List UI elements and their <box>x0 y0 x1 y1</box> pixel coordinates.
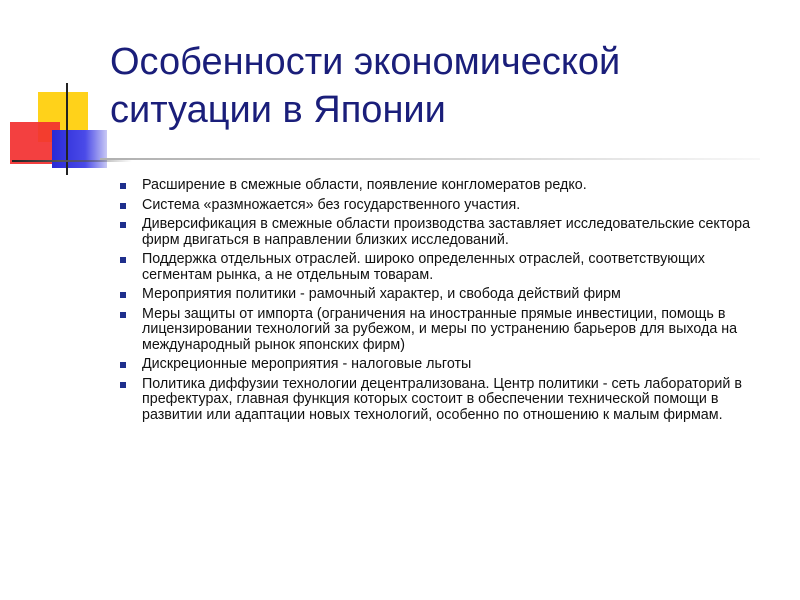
bullet-text: Политика диффузии технологии децентрализована. Центр политики - сеть лабораторий в префектурах, главная функция которых состоит в обеспечении технической помощи в развитии или адаптации новых технологий, особенно по отношению к малым фирмам. <box>142 375 742 423</box>
square-bullet-icon <box>120 312 126 318</box>
bullet-item <box>120 377 760 424</box>
bullet-item <box>120 307 760 354</box>
bullet-text: Расширение в смежные области, появление конгломератов редко. <box>142 177 587 193</box>
bullet-item <box>120 198 760 214</box>
slide-title: Особенности экономической ситуации в Японии <box>110 41 621 131</box>
square-bullet-icon <box>120 362 126 368</box>
decorative-blue-square <box>52 130 107 168</box>
bullet-item <box>120 178 760 194</box>
bullet-item <box>120 287 760 303</box>
bullet-text: Диверсификация в смежные области производства заставляет исследовательские сектора фирм двигаться в направлении близких исследований. <box>142 216 751 248</box>
bullet-text: Поддержка отдельных отраслей. широко определенных отраслей, соответствующих сегментам рынка, а не отдельным товарам. <box>142 251 705 283</box>
title-underline-divider <box>100 158 760 160</box>
square-bullet-icon <box>120 203 126 209</box>
square-bullet-icon <box>120 222 126 228</box>
bullet-text: Дискреционные мероприятия - налоговые льготы <box>142 356 472 372</box>
decorative-horizontal-line <box>12 160 132 162</box>
bullet-item <box>120 217 760 248</box>
square-bullet-icon <box>120 382 126 388</box>
bullet-item <box>120 252 760 283</box>
bullet-item <box>120 357 760 373</box>
square-bullet-icon <box>120 257 126 263</box>
bullet-text: Мероприятия политики - рамочный характер, и свобода действий фирм <box>142 286 621 302</box>
square-bullet-icon <box>120 183 126 189</box>
bullet-list <box>120 178 760 427</box>
square-bullet-icon <box>120 292 126 298</box>
bullet-text: Меры защиты от импорта (ограничения на иностранные прямые инвестиции, помощь в лицензировании технологий за рубежом, и меры по устранению барьеров для выхода на международный рынок японских фирм) <box>142 305 738 353</box>
bullet-text: Система «размножается» без государственного участия. <box>142 196 521 213</box>
